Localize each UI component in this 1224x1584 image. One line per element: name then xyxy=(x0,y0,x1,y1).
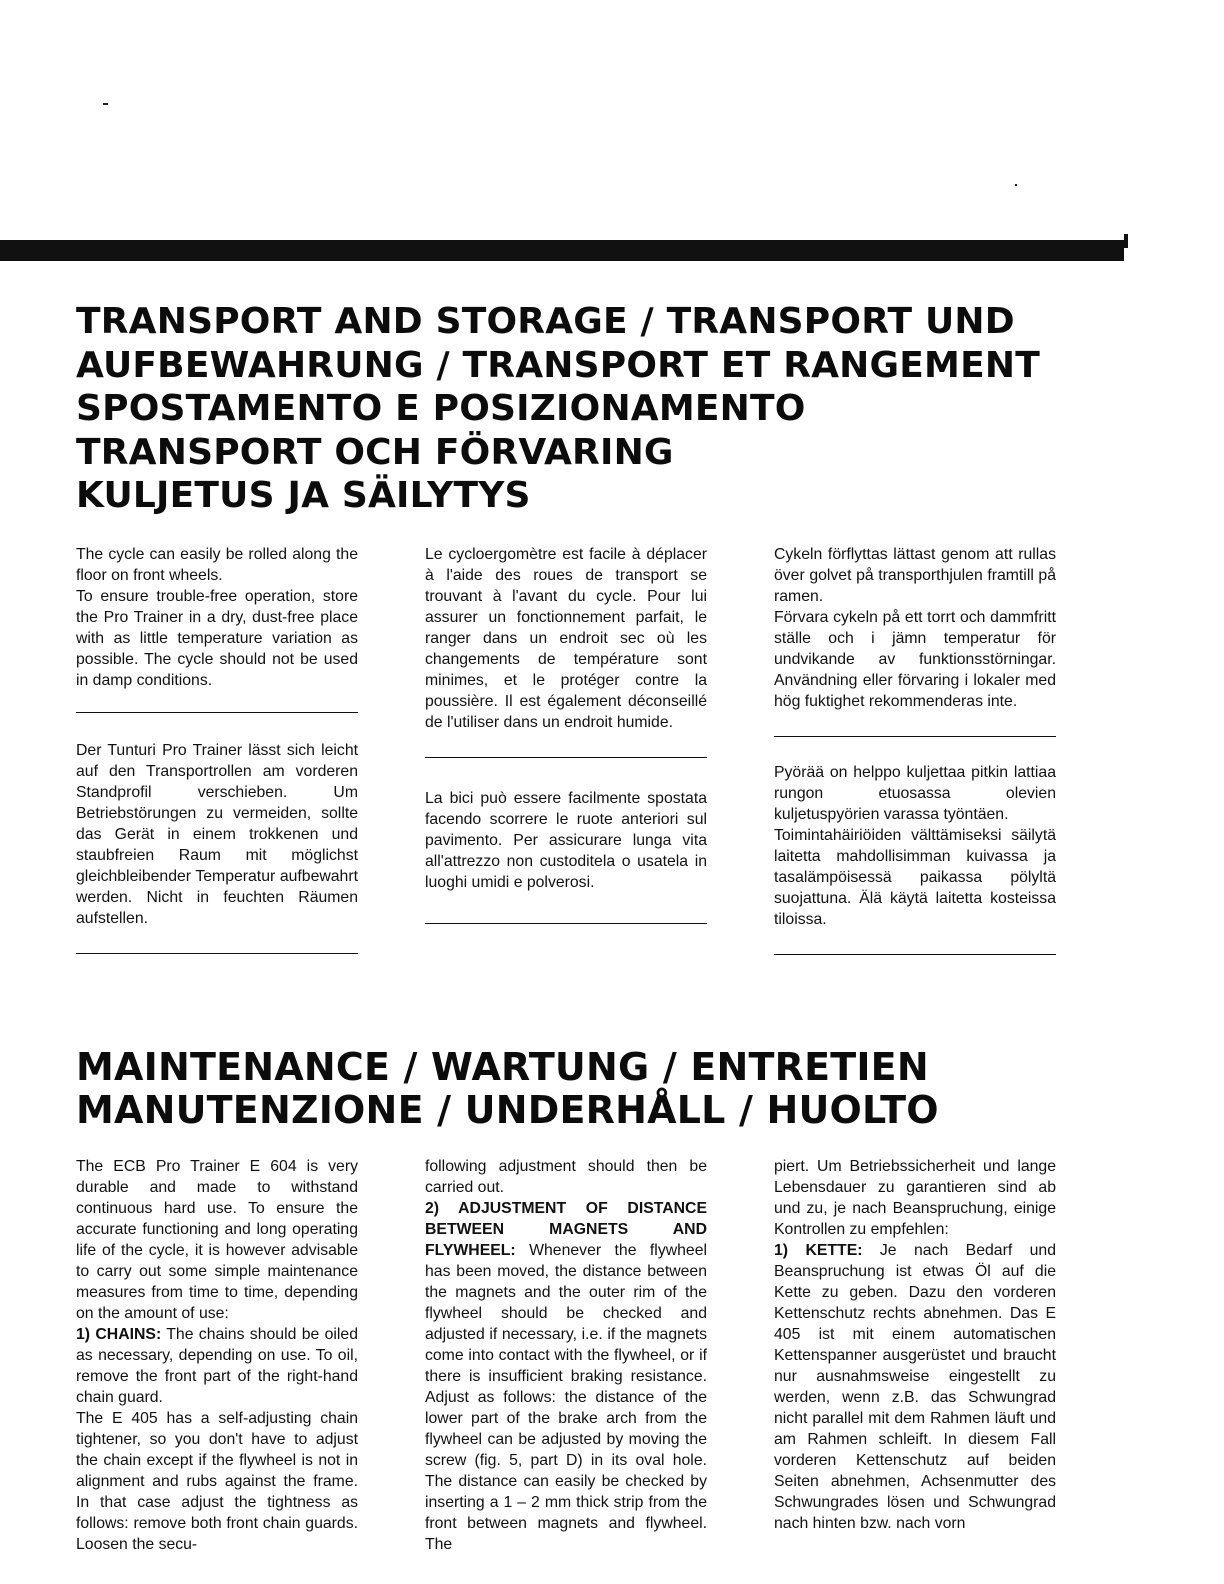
title-line: MANUTENZIONE / UNDERHÅLL / HUOLTO xyxy=(76,1088,939,1132)
title-line: AUFBEWAHRUNG / TRANSPORT ET RANGEMENT xyxy=(76,344,1040,386)
magnet-adjustment-text: Whenever the flywheel has been moved, the distance between the magnets and the outer rim of the flywheel should be checked and adjusted if necessary, i.e. if the magnets come into contact with the flywheel, or if there is insufficient braking resistance. Adjust as follows: the distance of the lower part of the brake arch from the flywheel can be adjusted by moving the screw (fig. 5, part D) in its oval hole. The distance can easily be checked by inserting a 1 – 2 mm thick strip from the front between magnets and flywheel. The xyxy=(425,1242,707,1553)
header-rule xyxy=(0,240,1124,261)
kette-label: 1) KETTE: xyxy=(774,1242,863,1259)
german-paragraph: Der Tunturi Pro Trainer lässt sich leicht auf den Transportrollen am vorderen Standprofil verschieben. Um Betriebstörungen zu vermeiden, sollte das Gerät in einem trokkenen und staubfreien Raum mit möglichst gleichbleibender Temperatur aufbewahrt werden. Nicht in feuchten Räumen aufstellen. xyxy=(76,742,358,927)
maintenance-title xyxy=(76,1046,939,1132)
english-paragraph: To ensure trouble-free operation, store the Pro Trainer in a dry, dust-free place with as little temperature variation as possible. The cycle should not be used in damp conditions. xyxy=(76,588,358,689)
divider xyxy=(774,736,1056,737)
swedish-paragraph: Förvara cykeln på ett torrt och dammfritt ställe och i jämn temperatur för undvikande av funktionsstörningar. Användning eller förvaring i lokaler med hög fuktighet rekommenderas inte. xyxy=(774,609,1056,710)
maintenance-column-2 xyxy=(425,1156,707,1555)
title-line: KULJETUS JA SÄILYTYS xyxy=(76,475,531,516)
magnet-adjustment-label: 2) ADJUSTMENT OF DISTANCE BETWEEN MAGNETS AND FLYWHEEL: xyxy=(425,1200,707,1259)
title-line: MAINTENANCE / WARTUNG / ENTRETIEN xyxy=(76,1045,929,1089)
chains-paragraph xyxy=(76,1324,358,1408)
chains-label: 1) CHAINS: xyxy=(76,1326,162,1343)
german-maintenance-intro: piert. Um Betriebssicherheit und lange Lebensdauer zu garantieren sind ab und zu, je nach Beanspruchung, einige Kontrollen zu empfehlen: xyxy=(774,1158,1056,1238)
italian-paragraph: La bici può essere facilmente spostata facendo scorrere le ruote anteriori sul pavimento. Per assicurare lunga vita all'attrezzo non custoditela o usatela in luoghi umidi e polverosi. xyxy=(425,790,707,891)
chain-tightener-paragraph: The E 405 has a self-adjusting chain tightener, so you don't have to adjust the chain except if the flywheel is not in alignment and rubs against the frame. In that case adjust the tightness as follows: remove both front chain guards. Loosen the secu- xyxy=(76,1410,358,1553)
divider xyxy=(425,923,707,924)
chains-text: The chains should be oiled as necessary, depending on use. To oil, remove the front part of the right-hand chain guard. xyxy=(76,1326,358,1406)
divider xyxy=(774,954,1056,955)
kette-text: Je nach Bedarf und Beanspruchung ist etwas Öl auf die Kette zu geben. Dazu den vorderen Kettenschutz rechts abnehmen. Das E 405 ist mit einem automatischen Kettenspanner ausgerüstet und braucht nur ausnahmsweise eingestellt zu werden, wenn z.B. das Schwungrad nicht parallel mit dem Rahmen läuft und am Rahmen schleift. In diesem Fall vorderen Kettenschutz auf beiden Seiten abnehmen, Achsenmutter des Schwungrades lösen und Schwungrad nach hinten bzw. nach vorn xyxy=(774,1242,1056,1532)
continuation-paragraph: following adjustment should then be carried out. xyxy=(425,1158,707,1196)
french-paragraph: Le cycloergomètre est facile à déplacer à l'aide des roues de transport se trouvant à l'avant du cycle. Pour lui assurer un fonctionnement parfait, le ranger dans un endroit sec où les changements de température sont minimes, et le protéger contre la poussière. Il est également déconseillé de l'utiliser dans un endroit humide. xyxy=(425,546,707,731)
transport-column-1 xyxy=(76,544,358,954)
swedish-paragraph: Cykeln förflyttas lättast genom att rullas över golvet på transporthjulen framtill på ramen. xyxy=(774,546,1056,605)
maintenance-column-1 xyxy=(76,1156,358,1555)
divider xyxy=(425,757,707,758)
divider xyxy=(76,953,358,954)
title-line: TRANSPORT OCH FÖRVARING xyxy=(76,431,674,473)
scan-speck-left xyxy=(103,103,108,105)
title-line: TRANSPORT AND STORAGE / TRANSPORT UND xyxy=(76,301,1015,342)
english-paragraph: The cycle can easily be rolled along the floor on front wheels. xyxy=(76,546,358,584)
title-line: SPOSTAMENTO E POSIZIONAMENTO xyxy=(76,388,806,429)
transport-column-3 xyxy=(774,544,1056,955)
transport-column-2 xyxy=(425,544,707,924)
maintenance-intro: The ECB Pro Trainer E 604 is very durable and made to withstand continuous hard use. To ensure the accurate functioning and long operating life of the cycle, it is however advisable to carry out some simple maintenance measures from time to time, depending on the amount of use: xyxy=(76,1158,358,1322)
magnet-adjustment-paragraph xyxy=(425,1198,707,1555)
finnish-paragraph: Toimintahäiriöiden välttämiseksi säilytä laitetta mahdollisimman kuivassa ja tasalämpöisessä paikassa pölyltä suojattuna. Älä käytä laitetta kosteissa tiloissa. xyxy=(774,827,1056,928)
transport-storage-title xyxy=(76,300,1040,518)
maintenance-column-3 xyxy=(774,1156,1056,1534)
divider xyxy=(76,712,358,713)
kette-paragraph xyxy=(774,1240,1056,1534)
finnish-paragraph: Pyörää on helppo kuljettaa pitkin lattiaa rungon etuosassa olevien kuljetuspyörien varassa työntäen. xyxy=(774,764,1056,823)
scan-speck-right xyxy=(1015,184,1017,186)
